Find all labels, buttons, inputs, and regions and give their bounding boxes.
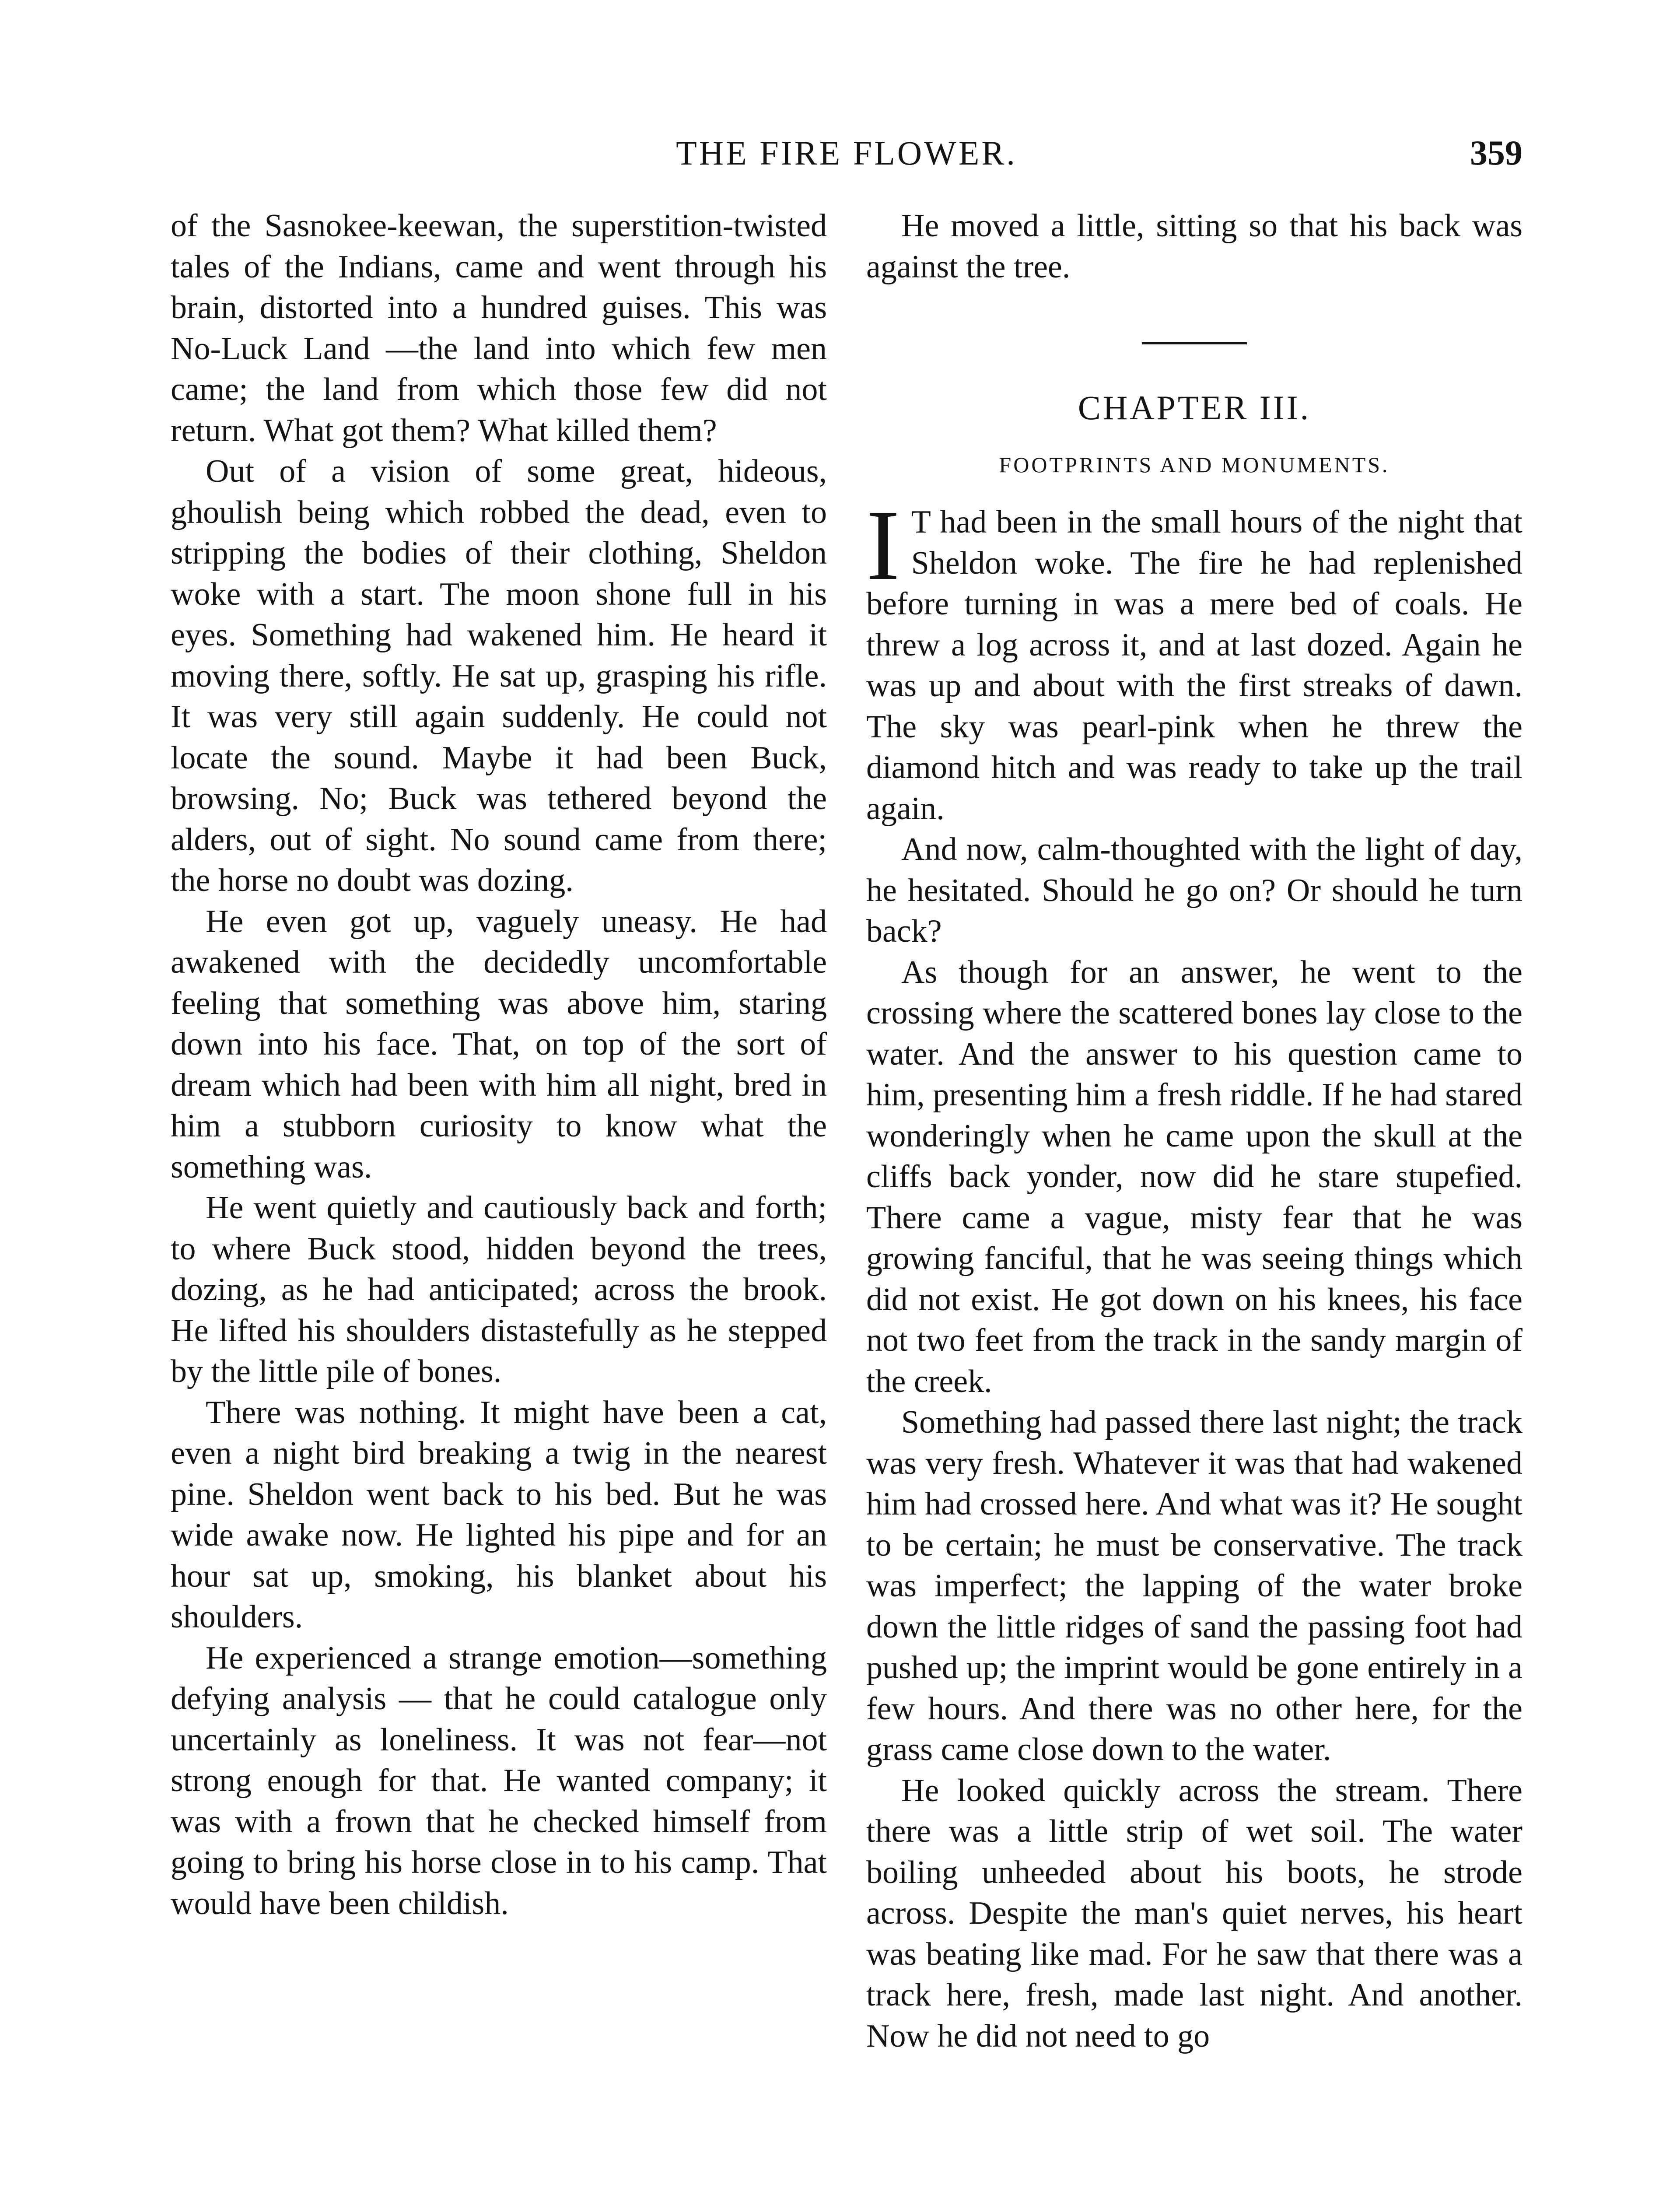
right-column [866,206,1522,2057]
page-number: 359 [1470,134,1522,172]
paragraph: And now, calm-thoughted with the light of day, he hesitated. Should he go on? Or should he turn back? [866,831,1522,949]
page-header [171,131,1522,175]
paragraph: He even got up, vaguely uneasy. He had awakened with the decidedly uncomfortable feeling that something was above him, staring down into his face. That, on top of the sort of dream which had been with him all night, bred in him a stubborn curiosity to know what the something was. [171,903,827,1185]
chapter-title: CHAPTER III. [1078,389,1311,427]
paragraph: He went quietly and cautiously back and forth; to where Buck stood, hidden beyond the trees, dozing, as he had anticipated; across the brook. He lifted his shoulders distastefully as he stepped by the little pile of bones. [171,1190,827,1389]
opening-paragraph [866,489,1522,829]
paragraph: Something had passed there last night; the track was very fresh. Whatever it was that had wakened him had crossed here. And what was it? He sought to be certain; he must be conservative. The track was imperfect; the lapping of the water broke down the little ridges of sand the passing foot had pushed up; the imprint would be gone entirely in a few hours. And there was no other here, for the grass came close down to the water. [866,1404,1522,1767]
running-title: THE FIRE FLOWER. [676,134,1017,172]
drop-cap: I [866,489,900,601]
paragraph: As though for an answer, he went to the crossing where the scattered bones lay close to the water. And the answer to his question came to him, presenting him a fresh riddle. If he had stared wonderingly when he came upon the skull at the cliffs back yonder, now did he stare stupefied. There came a vague, misty fear that he was growing fanciful, that he was seeing things which did not exist. He got down on his knees, his face not two feet from the track in the sandy margin of the creek. [866,954,1522,1399]
paragraph: He experienced a strange emotion—something defying analysis — that he could catalogue only uncertainly as loneliness. It was not fear—not strong enough for that. He wanted company; it was with a frown that he checked himself from going to bring his horse close in to his camp. That would have been childish. [171,1640,827,1922]
section-divider [1142,342,1247,344]
opening-paragraph-text: T had been in the small hours of the night that Sheldon woke. The fire he had replenished before turning in was a mere bed of coals. He threw a log across it, and at last dozed. Again he was up and about with the first streaks of dawn. The sky was pearl-pink when he threw the diamond hitch and was ready to take up the trail again. [866,504,1522,827]
paragraph: of the Sasnokee-keewan, the superstition-twisted tales of the Indians, came and went through his brain, distorted into a hundred guises. This was No-Luck Land —the land into which few men came; the land from which those few did not return. What got them? What killed them? [171,208,827,449]
left-column [171,206,827,1924]
paragraph: Out of a vision of some great, hideous, ghoulish being which robbed the dead, even to stripping the bodies of their clothing, Sheldon woke with a start. The moon shone full in his eyes. Something had wakened him. He heard it moving there, softly. He sat up, grasping his rifle. It was very still again suddenly. He could not locate the sound. Maybe it had been Buck, browsing. No; Buck was tethered beyond the alders, out of sight. No sound came from there; the horse no doubt was dozing. [171,453,827,898]
chapter-subtitle: FOOTPRINTS AND MONUMENTS. [999,452,1390,477]
paragraph: He looked quickly across the stream. There there was a little strip of wet soil. The water boiling unheeded about his boots, he strode across. Despite the man's quiet nerves, his heart was beating like mad. For he saw that there was a track here, fresh, made last night. And another. Now he did not need to go [866,1772,1522,2054]
paragraph: There was nothing. It might have been a cat, even a night bird breaking a twig in the nearest pine. Sheldon went back to his bed. But he was wide awake now. He lighted his pipe and for an hour sat up, smoking, his blanket about his shoulders. [171,1394,827,1635]
paragraph: He moved a little, sitting so that his back was against the tree. [866,208,1522,285]
